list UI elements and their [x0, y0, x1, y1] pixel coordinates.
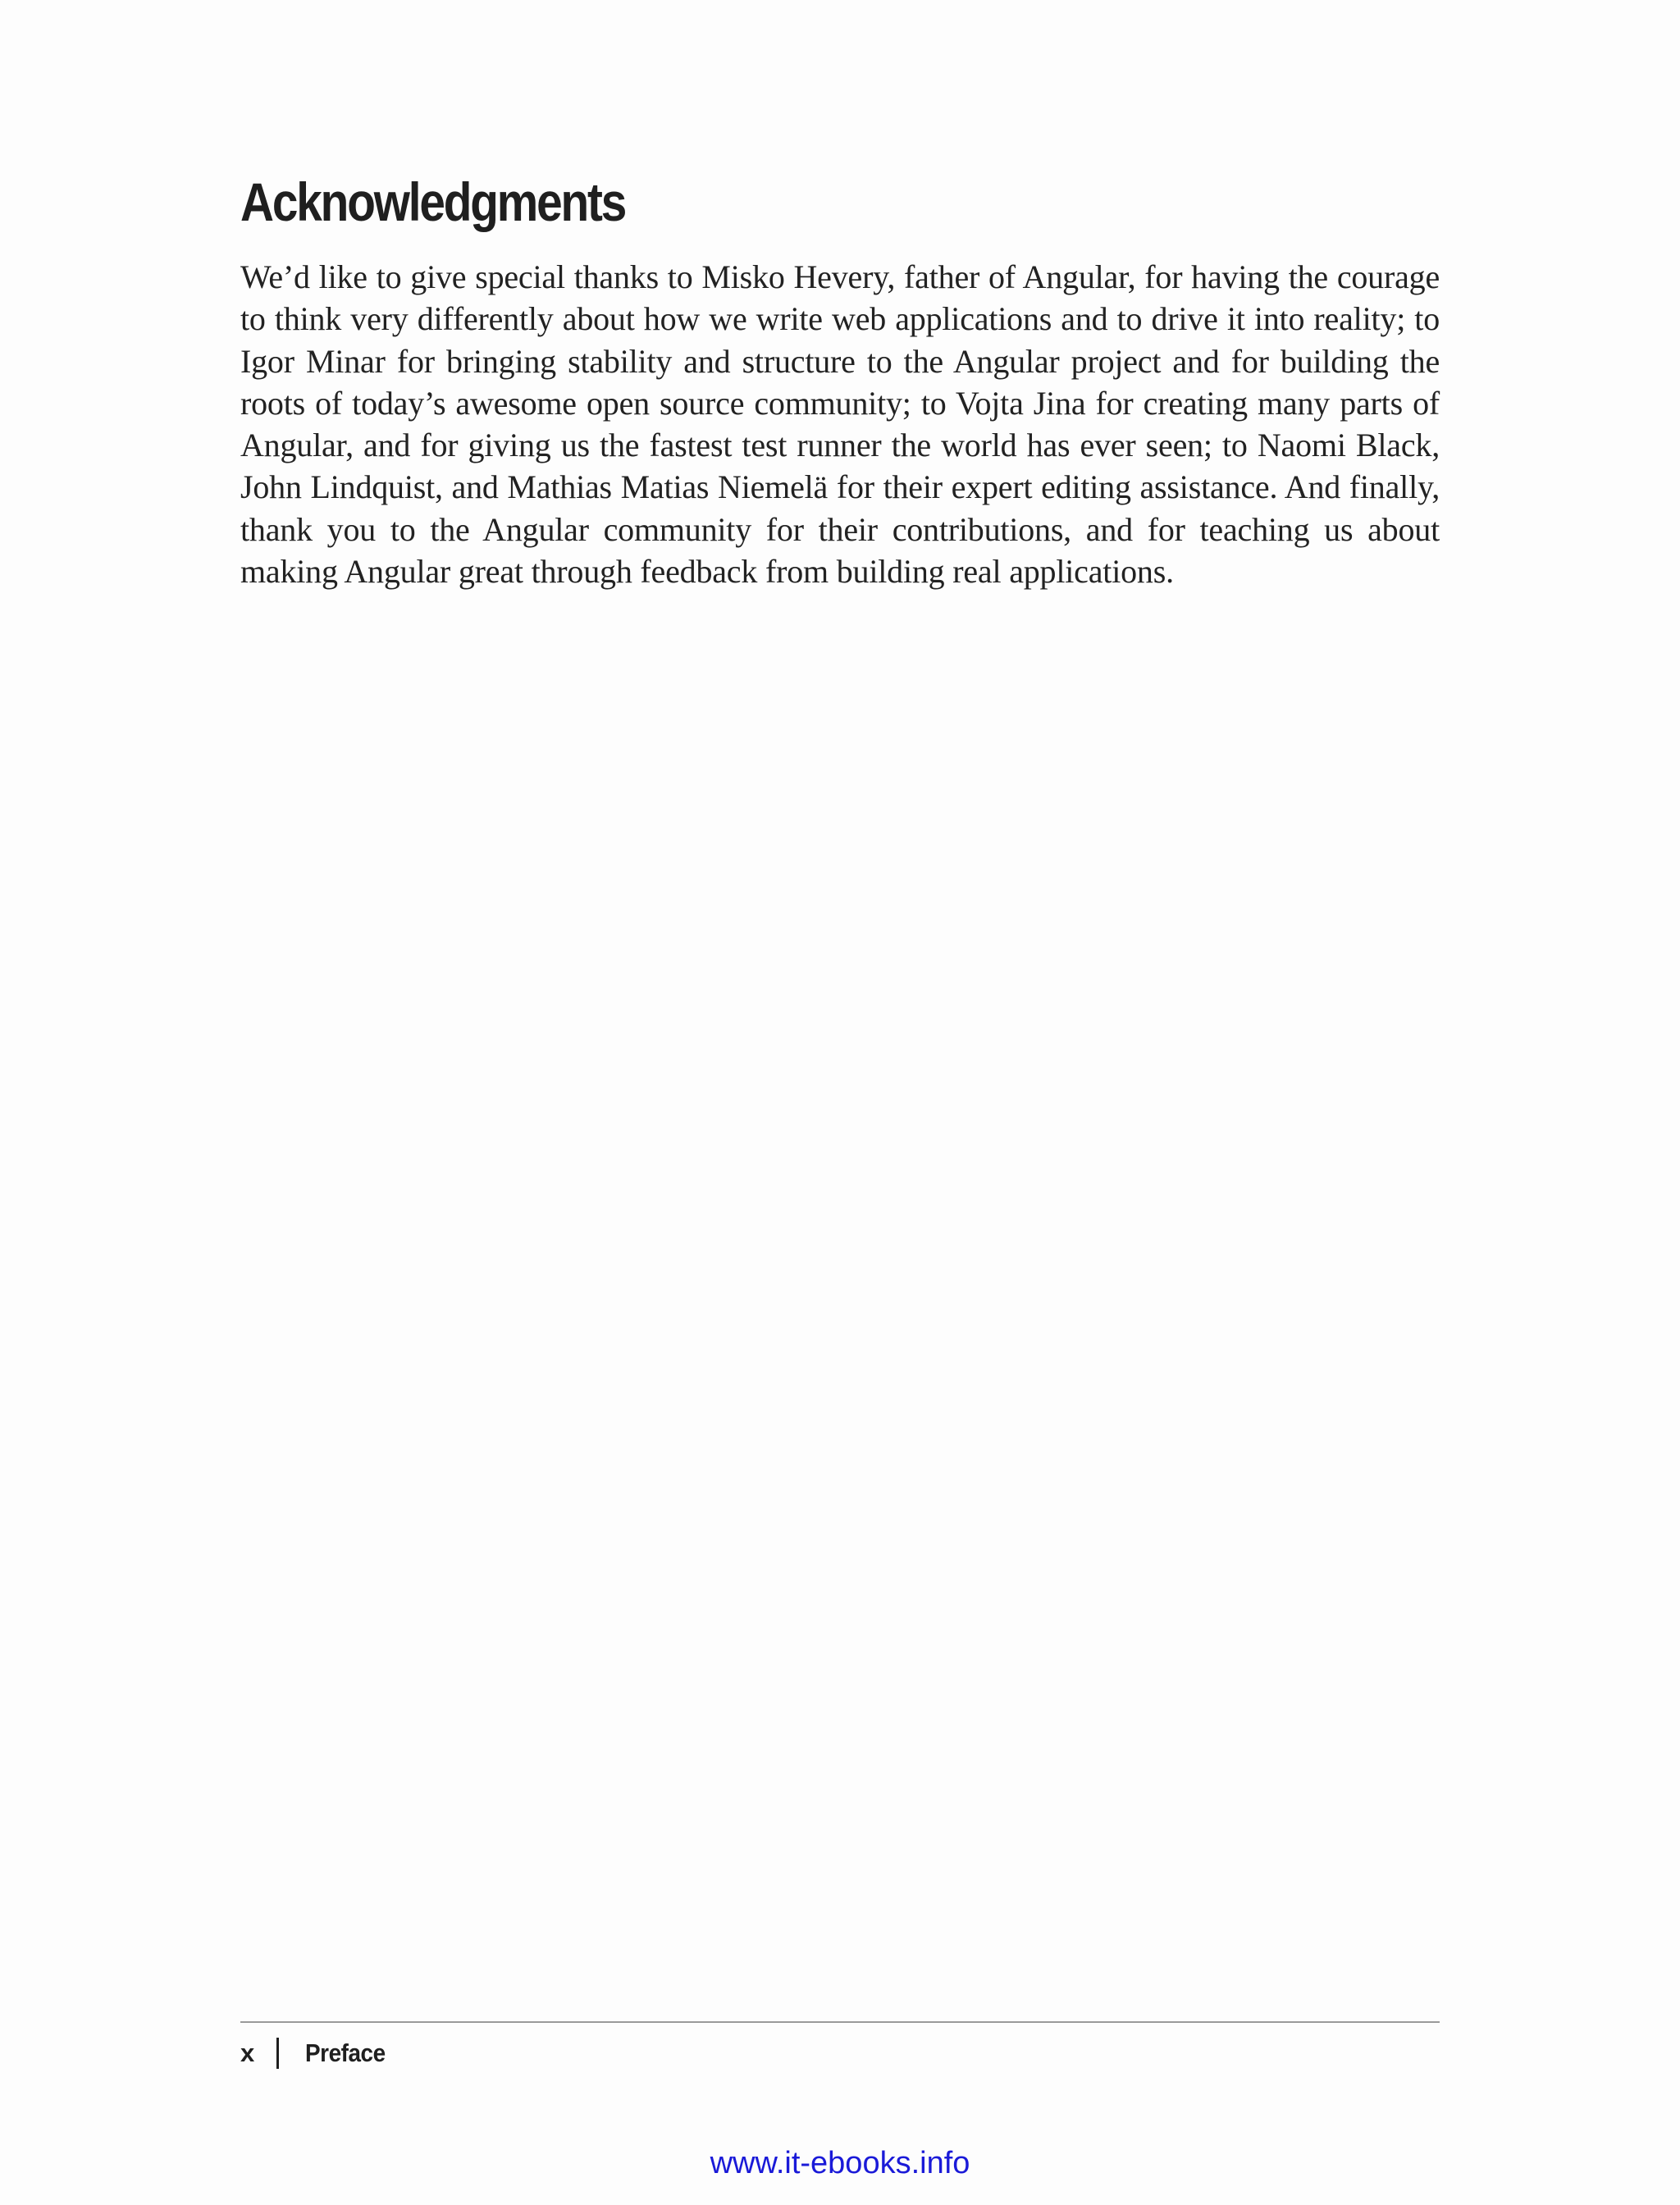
footer-rule	[240, 2021, 1440, 2023]
page-footer	[240, 2031, 395, 2075]
section-heading: Acknowledgments	[240, 171, 626, 232]
page-number: x	[240, 2038, 255, 2067]
watermark-link[interactable]: www.it-ebooks.info	[710, 2146, 970, 2180]
footer-separator	[276, 2038, 279, 2069]
footer-section-title: Preface	[305, 2038, 386, 2067]
acknowledgments-paragraph: We’d like to give special thanks to Misko Hevery, father of Angular, for having the courage to think very differently about how we write web applications and to drive it into reality; to Igor Minar for bringing stability and structure to the Angular project and for building the roots of today’s awesome open source community; to Vojta Jina for creating many parts of Angular, and for giving us the fastest test runner the world has ever seen; to Naomi Black, John Lindquist, and Mathias Matias Niemelä for their expert editing assistance. And finally, thank you to the Angular community for their contributions, and for teaching us about making Angular great through feedback from building real applications.	[240, 258, 1440, 591]
